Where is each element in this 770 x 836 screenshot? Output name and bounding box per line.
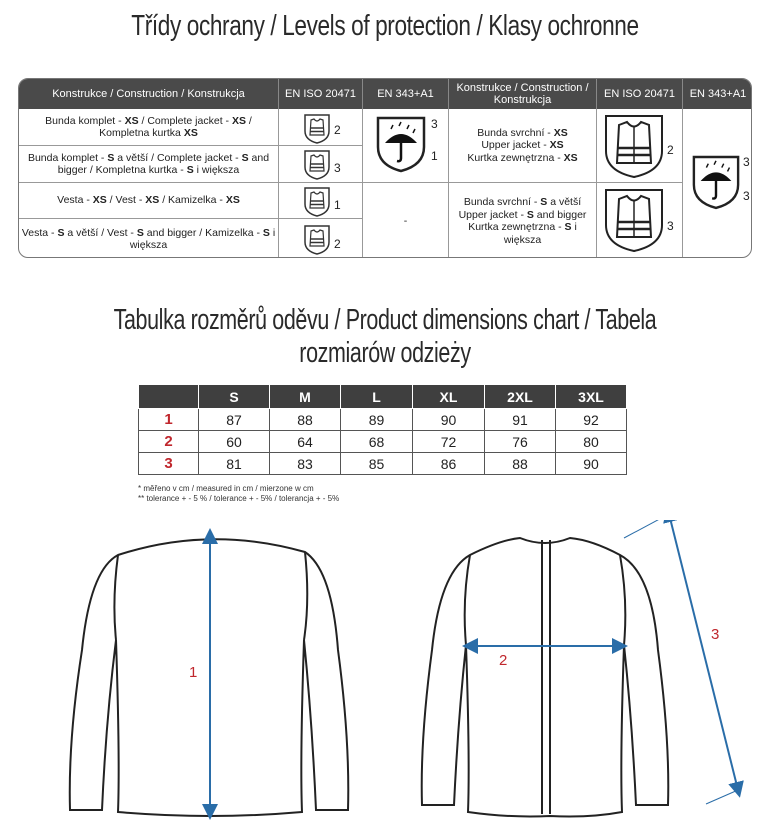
protection-table — [18, 78, 752, 258]
umbrella-shield-icon — [375, 115, 427, 173]
jacket-shield-icon — [603, 113, 665, 179]
size-header: M — [270, 385, 341, 409]
jacket-diagram — [0, 520, 770, 836]
jacket-shield-icon — [303, 149, 331, 180]
table-cell: 90 — [413, 409, 485, 431]
table-cell: 72 — [413, 431, 485, 453]
vest-shield-icon — [303, 113, 331, 144]
en343-left-top: 3 — [431, 117, 438, 131]
dim-guide-3a — [624, 520, 669, 538]
row-label: 3 — [139, 453, 199, 475]
size-header-empty — [139, 385, 199, 409]
table-cell: 68 — [341, 431, 413, 453]
dim-guide-3b — [706, 790, 738, 804]
table-cell: 87 — [199, 409, 270, 431]
header-en343-right: EN 343+A1 — [683, 79, 752, 109]
note-measured: * měřeno v cm / measured in cm / mierzone w cm — [138, 484, 314, 493]
table-row — [139, 409, 627, 431]
en343-right-bottom: 3 — [743, 189, 750, 203]
iso-level-2: 3 — [334, 161, 341, 175]
table-row — [139, 431, 627, 453]
table-cell: 89 — [341, 409, 413, 431]
row-upper-jacket-xs: Bunda svrchní - XS Upper jacket - XS Kurtka zewnętrzna - XS — [449, 109, 597, 183]
size-header: 3XL — [556, 385, 627, 409]
table-cell: 86 — [413, 453, 485, 475]
umbrella-shield-icon — [691, 153, 741, 211]
row-vest-xs: Vesta - XS / Vest - XS / Kamizelka - XS — [19, 183, 279, 219]
note-tolerance: ** tolerance + - 5 % / tolerance + - 5% / tolerancja + - 5% — [138, 494, 340, 503]
en343-left-bottom: 1 — [431, 149, 438, 163]
table-cell: 88 — [485, 453, 556, 475]
row-label: 2 — [139, 431, 199, 453]
en343-right-top: 3 — [743, 155, 750, 169]
table-row — [139, 453, 627, 475]
measurement-notes — [138, 484, 339, 504]
jacket-front-outline — [422, 538, 669, 817]
table-cell: 90 — [556, 453, 627, 475]
size-header: S — [199, 385, 270, 409]
dim-label-3: 3 — [711, 626, 720, 643]
size-table — [138, 384, 627, 475]
header-iso-left: EN ISO 20471 — [279, 79, 363, 109]
iso-level-1: 2 — [334, 123, 341, 137]
table-cell: 81 — [199, 453, 270, 475]
size-header: XL — [413, 385, 485, 409]
row-upper-jacket-s: Bunda svrchní - S a větší Upper jacket - S and bigger Kurtka zewnętrzna - S i większa — [449, 183, 597, 258]
iso-level-3: 1 — [334, 198, 341, 212]
table-cell: 88 — [270, 409, 341, 431]
row-complete-jacket-xs: Bunda komplet - XS / Complete jacket - XS / Kompletna kurtka XS — [19, 109, 279, 146]
row-vest-s: Vesta - S a větší / Vest - S and bigger / Kamizelka - S i większa — [19, 219, 279, 258]
dimensions-title: Tabulka rozměrů oděvu / Product dimensions chart / Tabela rozmiarów odzieży — [113, 304, 657, 369]
row-complete-jacket-s: Bunda komplet - S a větší / Complete jacket - S and bigger / Kompletna kurtka - S i większa — [19, 146, 279, 183]
size-header: 2XL — [485, 385, 556, 409]
size-header-row — [139, 385, 627, 409]
table-cell: 60 — [199, 431, 270, 453]
iso-right-level-2: 3 — [667, 219, 674, 233]
table-cell: 76 — [485, 431, 556, 453]
iso-level-4: 2 — [334, 237, 341, 251]
header-en343-left: EN 343+A1 — [363, 79, 449, 109]
vest-shield-icon — [303, 186, 331, 217]
dim-label-2: 2 — [499, 652, 508, 669]
table-cell: 85 — [341, 453, 413, 475]
jacket-shield-icon — [603, 187, 665, 253]
vest-shield-icon — [303, 224, 331, 255]
en343-left-vest — [363, 183, 449, 258]
iso-right-level-1: 2 — [667, 143, 674, 157]
table-cell: 83 — [270, 453, 341, 475]
table-cell: 80 — [556, 431, 627, 453]
en343-empty: - — [403, 214, 408, 227]
dim-label-1: 1 — [189, 664, 198, 681]
header-construction-left: Konstrukce / Construction / Konstrukcja — [19, 79, 279, 109]
table-cell: 64 — [270, 431, 341, 453]
size-header: L — [341, 385, 413, 409]
table-cell: 92 — [556, 409, 627, 431]
table-cell: 91 — [485, 409, 556, 431]
header-construction-right: Konstrukce / Construction / Konstrukcja — [449, 79, 597, 109]
dim-arrow-3 — [669, 520, 738, 790]
row-label: 1 — [139, 409, 199, 431]
header-iso-right: EN ISO 20471 — [597, 79, 683, 109]
protection-title: Třídy ochrany / Levels of protection / Klasy ochronne — [131, 10, 639, 42]
